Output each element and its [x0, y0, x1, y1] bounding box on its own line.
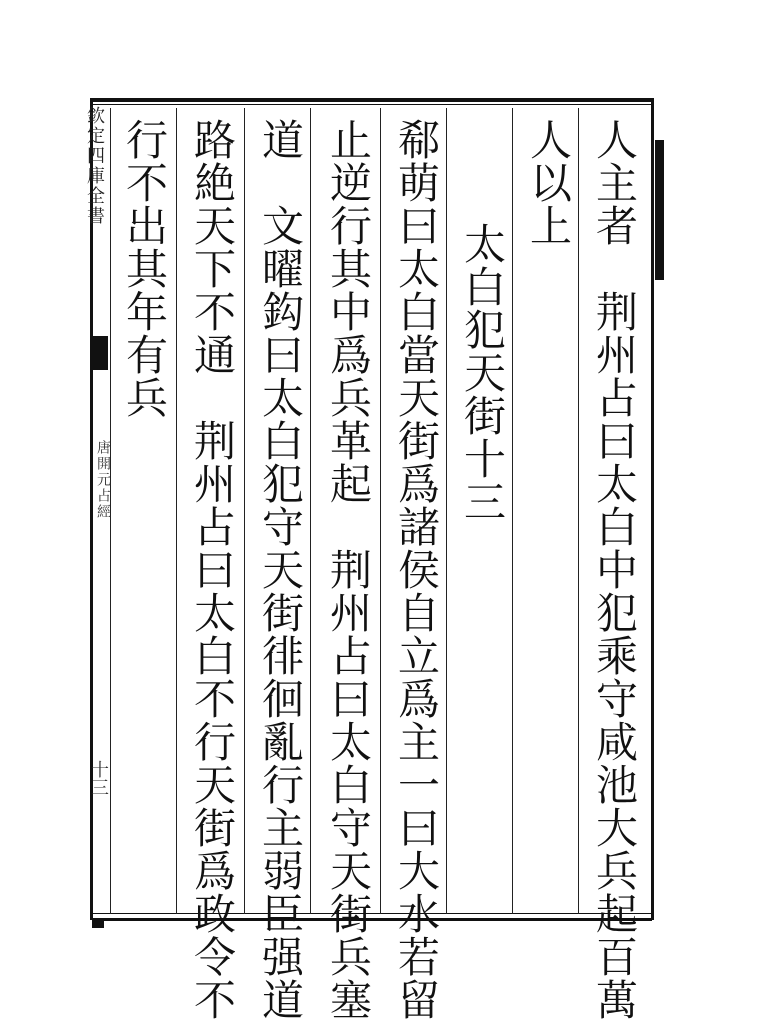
column-separator — [578, 108, 579, 914]
column-separator — [176, 108, 177, 914]
section-title: 唐開元占經 — [95, 440, 111, 520]
corner-mark — [92, 918, 104, 928]
text-column-5: 止逆行其中爲兵革起 荆州占曰太白守天街兵塞 — [324, 118, 373, 1021]
top-border-inner — [92, 104, 652, 105]
column-separator — [310, 108, 311, 914]
text-column-4: 郗萌曰太白當天街爲諸侯自立爲主一曰大水若留 — [392, 118, 441, 1021]
text-column-1: 人主者 荆州占曰太白中犯乘守咸池大兵起百萬 — [590, 118, 639, 1021]
column-separator — [446, 108, 447, 914]
column-separator — [512, 108, 513, 914]
text-column-2: 人以上 — [524, 118, 573, 247]
column-separator — [244, 108, 245, 914]
fishtail-mark — [92, 336, 108, 370]
top-border — [92, 98, 652, 102]
right-edge-mark — [655, 140, 664, 280]
book-title: 欽定四庫全書 — [84, 106, 105, 226]
section-heading: 太白犯天街十三 — [458, 222, 507, 523]
text-column-7: 路絶天下不通 荆州占曰太白不行天街爲政令不 — [188, 118, 237, 1021]
right-border — [651, 98, 654, 920]
text-column-6: 道 文曜鈎曰太白犯守天街徘徊亂行主弱臣强道 — [256, 118, 305, 1021]
page-number: 十三 — [88, 760, 109, 796]
column-separator — [380, 108, 381, 914]
text-column-8: 行不出其年有兵 — [120, 118, 169, 419]
